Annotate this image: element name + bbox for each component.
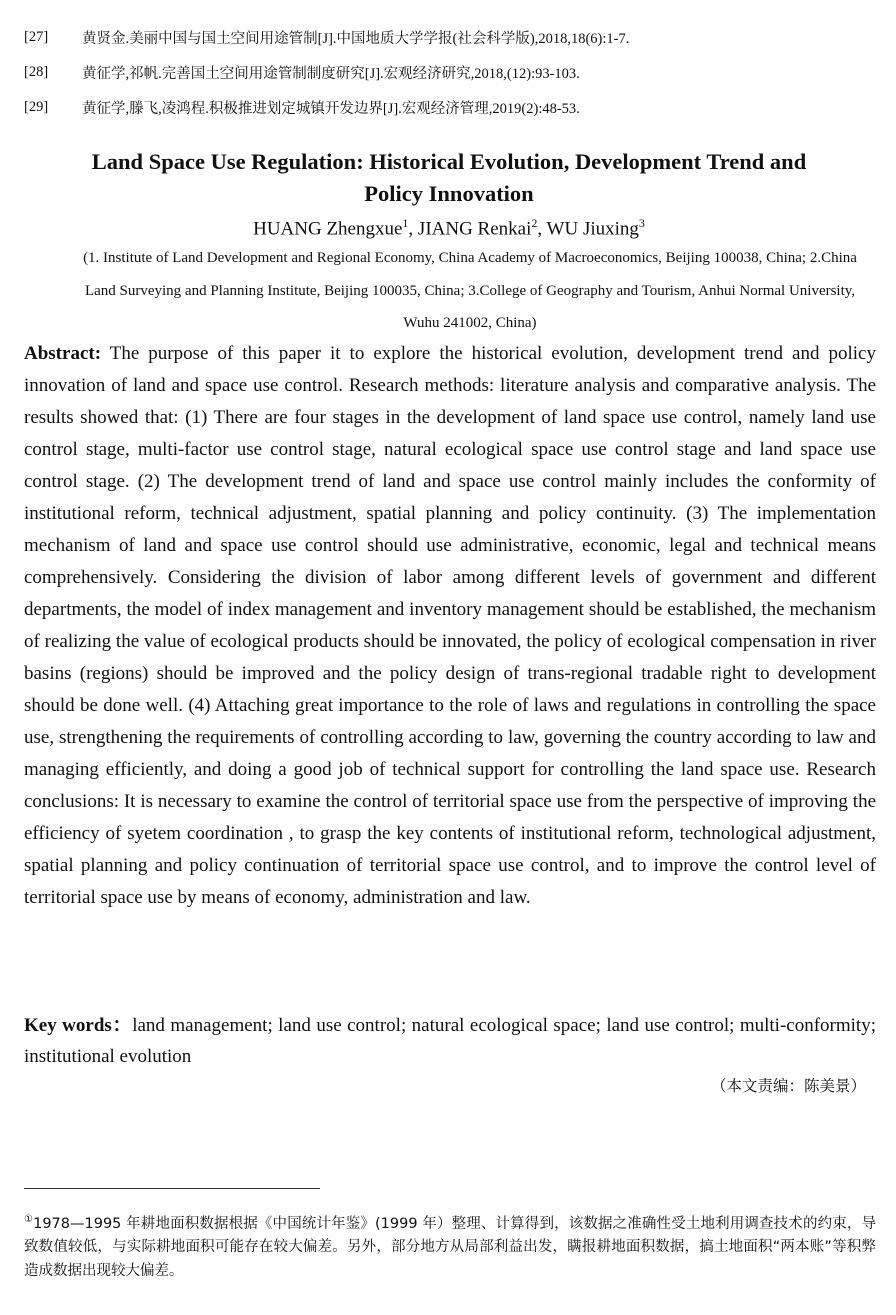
- reference-text: 黄贤金.美丽中国与国土空间用途管制[J].中国地质大学学报(社会科学版),2018,18(6):1-7.: [82, 31, 630, 47]
- reference-list: [24, 20, 874, 125]
- author-separator: ,: [537, 218, 547, 240]
- footnote-text: 1978—1995 年耕地面积数据根据《中国统计年鉴》(1999 年）整理、计算得到，该数据之准确性受土地利用调查技术的约束，导致数值较低，与实际耕地面积可能存在较大偏差。另外，部分地方从局部利益出发，瞒报耕地面积数据，搞土地面积“两本账”等积弊造成数据出现较大偏差。: [24, 1215, 876, 1279]
- paper-title-line-2: Policy Innovation: [364, 181, 534, 206]
- abstract: [24, 338, 876, 914]
- reference-item: [24, 20, 874, 55]
- reference-item: [24, 55, 874, 90]
- author-line: [24, 209, 874, 243]
- paper-title-line-1: Land Space Use Regulation: Historical Evolution, Development Trend and: [91, 149, 807, 174]
- affiliations: (1. Institute of Land Development and Regional Economy, China Academy of Macroeconomics, Beijing 100038, China; 2.China Land Surveying and Planning Institute, Beijing 100035, China; 3.College of Geography and Tourism, Anhui Normal University, Wuhu 241002, China): [83, 250, 857, 331]
- abstract-text: The purpose of this paper it to explore the historical evolution, development trend and policy innovation of land and space use control. Research methods: literature analysis and comparative analysis. The results showed that: (1) There are four stages in the development of land space use control, namely land use control stage, multi-factor use control stage, natural ecological space use control stage and land space use control stage. (2) The development trend of land and space use control mainly includes the conformity of institutional reform, technical adjustment, spatial planning and policy continuity. (3) The implementation mechanism of land and space use control should use administrative, economic, legal and technical means comprehensively. Considering the division of labor among different levels of government and different departments, the model of index management and inventory management should be established, the mechanism of realizing the value of ecological products should be innovated, the policy of ecological compensation in river basins (regions) should be improved and the policy design of trans-regional tradable right to development should be done well. (4) Attaching great importance to the role of laws and regulations in controlling the space use, strengthening the requirements of controlling according to law, governing the country according to law and managing efficiently, and doing a good job of technical support for controlling the land space use. Research conclusions: It is necessary to examine the control of territorial space use from the perspective of improving the efficiency of syetem coordination , to grasp the key contents of institutional reform, technological adjustment, spatial planning and policy continuation of territorial space use control, and to improve the control level of territorial space use by means of economy, administration and law.: [24, 343, 876, 908]
- keywords-label: Key words：: [24, 1015, 133, 1036]
- author-affiliation-mark: 1: [402, 216, 409, 230]
- footnote: [24, 1208, 876, 1283]
- keywords-text: land management; land use control; natural ecological space; land use control; multi-conformity; institutional evolution: [24, 1015, 876, 1067]
- keywords: [24, 1010, 876, 1072]
- author-affiliation-mark: 3: [638, 216, 645, 230]
- abstract-label: Abstract:: [24, 343, 102, 364]
- author-separator: ,: [408, 218, 418, 240]
- footnote-mark: ①: [24, 1214, 34, 1225]
- reference-text: 黄征学,滕飞,凌鸿程.积极推进划定城镇开发边界[J].宏观经济管理,2019(2):48-53.: [82, 101, 580, 117]
- reference-number: [29]: [24, 99, 49, 115]
- author-affiliation-mark: 2: [531, 216, 538, 230]
- author-name: WU Jiuxing: [546, 218, 639, 240]
- reference-number: [28]: [24, 64, 49, 80]
- author-name: JIANG Renkai: [417, 218, 532, 240]
- reference-item: [24, 90, 874, 125]
- paper-title: [24, 146, 874, 210]
- reference-text: 黄征学,祁帆.完善国土空间用途管制制度研究[J].宏观经济研究,2018,(12):93-103.: [82, 66, 580, 82]
- footnote-divider: [24, 1188, 320, 1189]
- editor-note: （本文责编：陈美景）: [710, 1078, 866, 1095]
- reference-number: [27]: [24, 29, 49, 45]
- author-name: HUANG Zhengxue: [253, 218, 403, 240]
